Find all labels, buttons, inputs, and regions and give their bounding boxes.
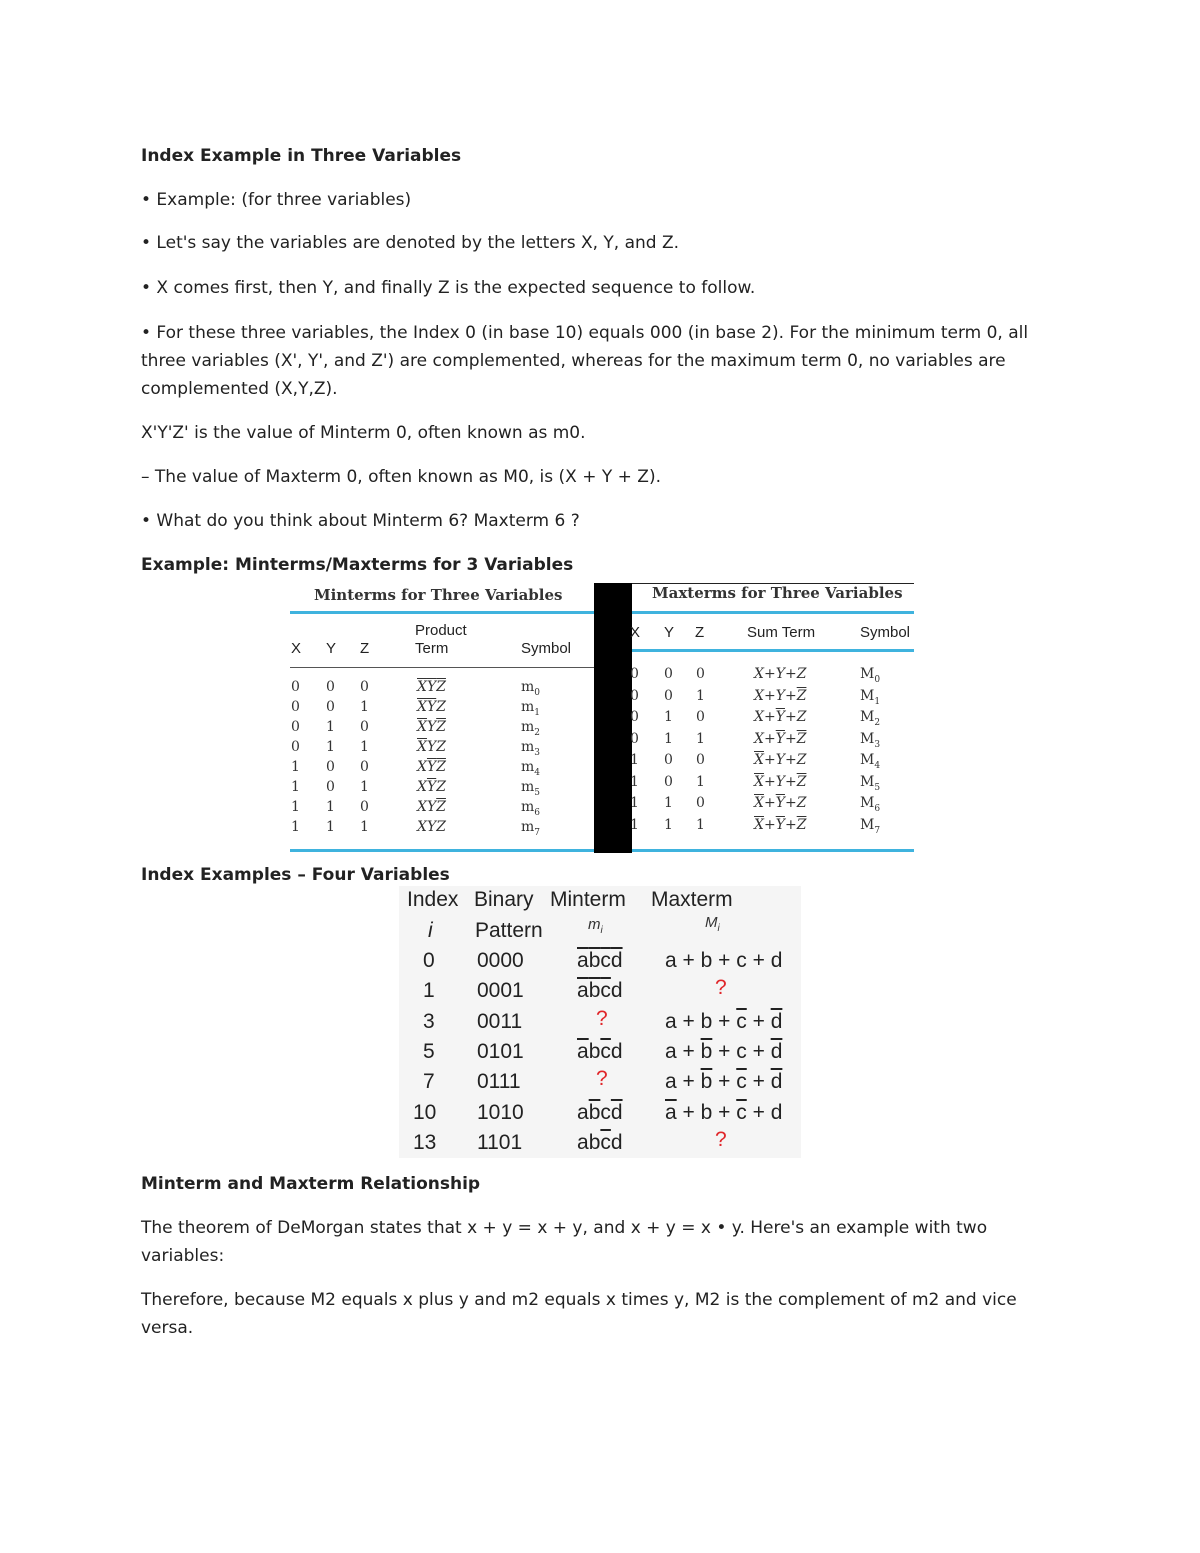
minterm-row-y: 0 [326,679,335,695]
fourvar-row-index: 10 [413,1100,437,1124]
minterm-table [284,578,594,854]
fourvar-row-binary: 1101 [477,1130,523,1154]
maxterm-row-y: 1 [664,730,673,747]
fourvar-row-binary: 0011 [477,1009,523,1033]
minterm-row-x: 1 [291,759,300,775]
fourvar-col-maxterm: Maxterm [651,888,733,911]
maxterm-row-y: 0 [664,687,673,704]
maxterm-row-y: 0 [664,666,673,682]
minterm-row-z: 0 [360,679,369,695]
minterm-row-symbol: $m_6$ [521,799,541,818]
minterm-row-y: 0 [326,779,335,795]
four-variable-table [399,886,801,1158]
bullet-sequence: • X comes first, then Y, and finally Z is the expected sequence to follow. [141,278,756,298]
minterm-row-z: 0 [360,799,369,815]
minterm-row-x: 1 [291,819,300,835]
maxterm-row-z: 1 [696,816,705,833]
maxterm-row-term: $\overline{X}+\overline{Y}+\overline{Z}$ [754,816,807,833]
maxterm-row-term: $X+Y+\overline{Z}$ [754,687,807,704]
fourvar-row-index: 13 [413,1130,437,1154]
maxterm-row-symbol: $M_0$ [860,666,881,685]
maxterm-row-x: 1 [630,773,639,790]
maxterm-row-symbol: $M_6$ [860,795,881,814]
fourvar-row-minterm: $\overline{a}\overline{b}\overline{c}\overline{d}$ [577,949,623,972]
fourvar-col-maxterm-sub: $M_i$ [705,914,720,934]
fourvar-row-index: 3 [423,1009,435,1033]
minterm-row-symbol: $m_4$ [521,759,541,778]
maxterm-row-z: 1 [696,773,705,790]
demorgan-paragraph: The theorem of DeMorgan states that x + y = x + y, and x + y = x • y. Here's an example with two variables: [141,1218,988,1266]
minterm-row-symbol: $m_7$ [521,819,541,838]
maxterm-row-x: 0 [630,709,639,725]
fourvar-row-maxterm: $a + b + \overline{c} + \overline{d}$ [665,1009,783,1033]
maxterm-row-term: $X+\overline{Y}+\overline{Z}$ [754,730,807,747]
minterm-row-term: $XY\overline{Z}$ [417,799,446,815]
fourvar-row-index: 1 [423,979,435,1003]
minterm-row-z: 0 [360,719,369,735]
minterm-col-term-line2: Term [415,640,449,657]
maxterm-col-x: X [630,624,641,641]
fourvar-row-binary: 0101 [477,1039,524,1063]
minterm-row-symbol: $m_5$ [521,779,541,798]
maxterm-row-symbol: $M_2$ [860,709,881,728]
fourvar-row-index: 7 [423,1070,435,1094]
minterm-row-x: 0 [291,679,300,695]
maxterm-table-title: Maxterms for Three Variables [652,584,903,602]
fourvar-row-minterm: $ab\overline{c}d$ [577,1130,623,1154]
fourvar-col-index: Index [407,888,459,911]
section-heading-three-variables: Index Example in Three Variables [141,146,462,166]
fourvar-row-index: 5 [423,1039,435,1063]
minterm-row-symbol: $m_1$ [521,699,541,718]
maxterm-table-bottom-rule [632,849,914,852]
minterm-table-top-rule [290,611,594,614]
fourvar-row-minterm: $\overline{a}\overline{b}\overline{c}d$ [577,979,623,1003]
fourvar-row-index: 0 [423,949,435,972]
section-heading-four-variables: Index Examples – Four Variables [141,865,450,885]
maxterm-row-z: 0 [696,709,705,725]
minterm-table-header-rule [290,667,594,668]
maxterm-row-symbol: $M_4$ [860,752,881,771]
bullet-index-zero: • For these three variables, the Index 0 (in base 10) equals 000 (in base 2). For the minimum term 0, all three variables (X', Y', and Z') are complemented, whereas for the maximum term 0, no variables are complemented (X,Y,Z). [141,323,1029,399]
minterm-row-y: 1 [326,799,335,815]
minterm-row-y: 1 [326,819,335,835]
minterm-row-term: $X\overline{Y}\overline{Z}$ [417,759,446,775]
minterm-col-x: X [291,640,302,657]
fourvar-col-binary: Binary [474,888,534,911]
minterm-row-x: 1 [291,799,300,815]
maxterm-row-y: 1 [664,795,673,811]
maxterm-row-term: $\overline{X}+\overline{Y}+Z$ [754,795,807,811]
maxterm-table [594,578,914,854]
minterm-row-term: $\overline{X}Y\overline{Z}$ [417,719,446,735]
maxterm-row-term: $\overline{X}+Y+Z$ [754,752,807,768]
minterm-row-term: $\overline{X}\overline{Y}\overline{Z}$ [417,679,446,695]
maxterm-row-x: 1 [630,752,639,768]
fourvar-row-maxterm: $\overline{a} + b + \overline{c} + d$ [665,1100,783,1124]
maxterm-row-x: 0 [630,687,639,704]
minterm-zero-line: X'Y'Z' is the value of Minterm 0, often known as m0. [141,423,586,443]
maxterm-col-sum-term: Sum Term [747,624,816,641]
maxterm-row-symbol: $M_7$ [860,816,881,836]
section-heading-example: Example: Minterms/Maxterms for 3 Variables [141,555,574,575]
maxterm-row-symbol: $M_1$ [860,687,881,707]
fourvar-row-minterm-unknown: ? [596,1067,608,1091]
minterm-row-y: 1 [326,739,335,755]
fourvar-row-maxterm: a + b + c + d [665,949,783,972]
fourvar-row-minterm: $a\overline{b}c\overline{d}$ [577,1100,623,1124]
maxterm-col-z: Z [695,624,705,641]
bullet-variables: • Let's say the variables are denoted by the letters X, Y, and Z. [141,233,680,253]
minterm-row-x: 1 [291,779,300,795]
minterm-row-term: $\overline{X}YZ$ [417,739,446,755]
maxterm-row-z: 1 [696,687,705,704]
minterm-row-z: 0 [360,759,369,775]
minterm-table-bottom-rule [290,849,594,852]
maxterm-row-x: 0 [630,666,639,682]
minterm-table-title: Minterms for Three Variables [314,586,563,604]
section-heading-relationship: Minterm and Maxterm Relationship [141,1174,481,1194]
fourvar-row-maxterm-unknown: ? [715,1127,727,1151]
minterm-row-symbol: $m_0$ [521,679,541,698]
maxterm-row-x: 1 [630,795,639,811]
fourvar-col-minterm: Minterm [550,888,626,911]
minterm-row-symbol: $m_2$ [521,719,541,738]
fourvar-row-binary: 0000 [477,949,524,972]
maxterm-col-symbol: Symbol [860,624,911,641]
maxterm-row-y: 0 [664,773,673,790]
maxterm-row-y: 1 [664,709,673,725]
minterm-row-y: 0 [326,759,335,775]
fourvar-row-binary: 1010 [477,1100,524,1124]
minterm-row-x: 0 [291,719,300,735]
maxterm-row-symbol: $M_5$ [860,773,881,793]
fourvar-row-minterm-unknown: ? [596,1006,608,1030]
minterm-col-symbol: Symbol [521,640,572,657]
fourvar-col-binary-sub: Pattern [475,919,543,942]
fourvar-row-binary: 0111 [477,1070,521,1094]
maxterm-row-z: 0 [696,752,705,768]
minterm-col-term-line1: Product [415,622,467,639]
minterm-row-term: XYZ [417,819,446,835]
maxterm-row-x: 1 [630,816,639,833]
minterm-row-y: 1 [326,719,335,735]
maxterm-row-x: 0 [630,730,639,747]
maxterm-row-term: X+Y+Z [754,666,807,682]
maxterm-row-y: 0 [664,752,673,768]
maxterm-row-z: 0 [696,666,705,682]
minterm-col-y: Y [326,640,337,657]
complement-paragraph: Therefore, because M2 equals x plus y and m2 equals x times y, M2 is the complement of m2 and vice versa. [141,1290,1017,1338]
bullet-question: • What do you think about Minterm 6? Maxterm 6 ? [141,511,580,531]
minterm-row-x: 0 [291,739,300,755]
fourvar-row-maxterm-unknown: ? [715,976,727,1000]
maxterm-row-term: $\overline{X}+Y+\overline{Z}$ [754,773,807,790]
minterm-row-term: $X\overline{Y}Z$ [417,779,446,795]
maxterm-col-y: Y [664,624,675,641]
maxterm-row-z: 1 [696,730,705,747]
maxterm-row-term: $X+\overline{Y}+Z$ [754,709,807,725]
minterm-row-x: 0 [291,699,300,715]
bullet-example: • Example: (for three variables) [141,190,412,210]
maxterm-row-z: 0 [696,795,705,811]
minterm-row-symbol: $m_3$ [521,739,541,758]
minterm-col-z: Z [360,640,370,657]
maxterm-zero-line: – The value of Maxterm 0, often known as M0, is (X + Y + Z). [141,467,661,487]
maxterm-row-symbol: $M_3$ [860,730,881,750]
fourvar-row-maxterm: $a + \overline{b} + \overline{c} + \overline{d}$ [665,1070,783,1094]
minterm-row-term: $\overline{X}\overline{Y}Z$ [417,699,446,715]
minterm-row-y: 0 [326,699,335,715]
fourvar-col-index-sub: i [428,919,433,942]
maxterm-table-top-rule [632,611,914,614]
fourvar-col-minterm-sub: $m_i$ [588,916,603,936]
fourvar-row-minterm: $\overline{a}b\overline{c}d$ [577,1039,623,1063]
minterm-row-z: 1 [360,699,369,715]
fourvar-row-maxterm: $a + \overline{b} + c + \overline{d}$ [665,1039,783,1063]
maxterm-table-header-rule [632,649,914,652]
fourvar-row-binary: 0001 [477,979,524,1003]
minterm-row-z: 1 [360,819,369,835]
minterm-row-z: 1 [360,739,369,755]
maxterm-row-y: 1 [664,816,673,833]
minterm-row-z: 1 [360,779,369,795]
